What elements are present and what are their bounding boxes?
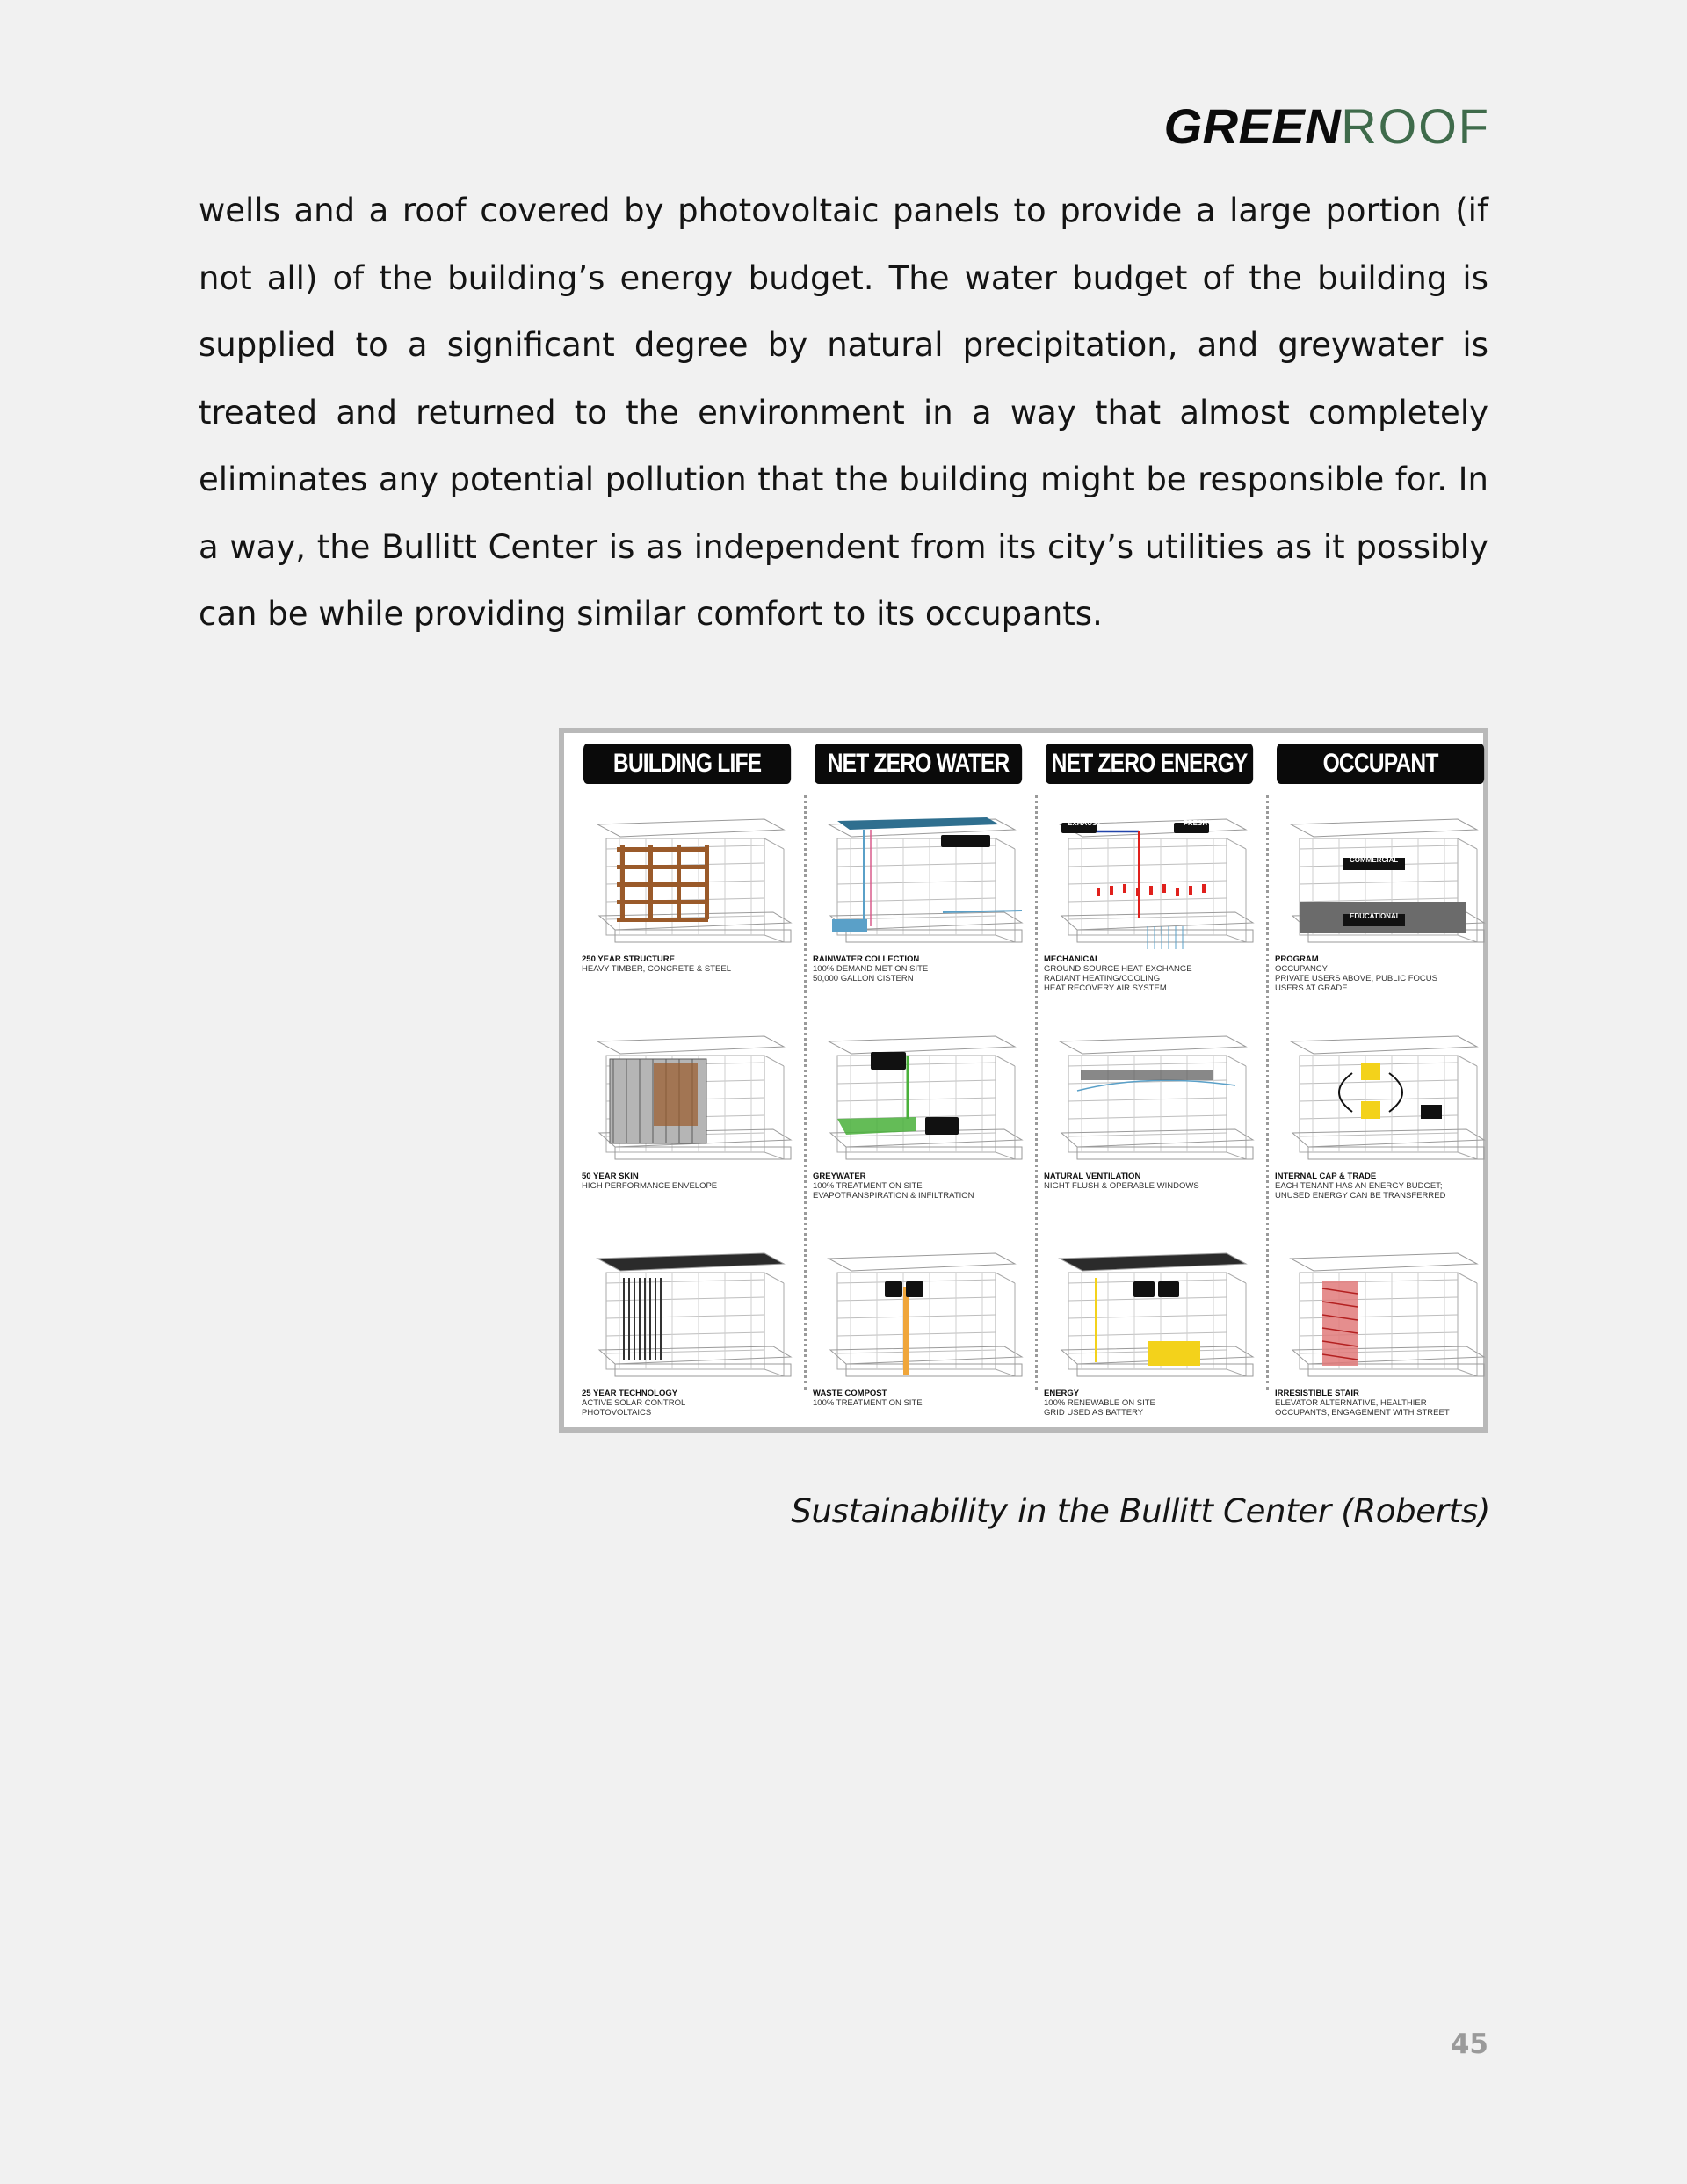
diagram-cell: [811, 1020, 1031, 1237]
column-divider: [1266, 795, 1269, 1390]
cell-detail-line: RADIANT HEATING/COOLING: [1044, 974, 1161, 983]
diagram-tag: EXHAUST: [1068, 819, 1102, 827]
cell-caption: [813, 954, 1029, 983]
cell-detail-line: EACH TENANT HAS AN ENERGY BUDGET;: [1275, 1181, 1443, 1191]
cell-heading: 25 YEAR TECHNOLOGY: [582, 1389, 678, 1398]
cell-detail-line: EVAPOTRANSPIRATION & INFILTRATION: [813, 1191, 974, 1201]
diagram-cell: [580, 1237, 800, 1454]
diagram-tag: COMMERCIAL: [1350, 856, 1399, 864]
diagram-grid: [580, 744, 1473, 1417]
cell-detail-line: PRIVATE USERS ABOVE, PUBLIC FOCUS: [1275, 974, 1437, 983]
diagram-cell: [1042, 1020, 1262, 1237]
diagram-column: [1042, 744, 1262, 1417]
diagram-cell: [811, 1237, 1031, 1454]
column-title: BUILDING LIFE CYCLE: [583, 744, 791, 784]
cell-heading: INTERNAL CAP & TRADE: [1275, 1172, 1377, 1181]
diagram-cell: [580, 803, 800, 1019]
body-paragraph: wells and a roof covered by photovoltaic panels to provide a large portion (if not all) of the building’s energy budget. The water budget of the building is supplied to a significant degree by natural precipitation, and greywater is treated and returned to the environment in a way that almost completely eliminates any potential pollution that the building might be responsible for. In a way, the Bullitt Center is as independent from its city’s utilities as it possibly can be while providing similar comfort to its occupants.: [199, 192, 1488, 633]
cell-detail-line: PHOTOVOLTAICS: [582, 1408, 652, 1418]
page-number: 45: [1450, 2028, 1488, 2060]
diagram-tag: EDUCATIONAL: [1350, 912, 1401, 920]
figure-caption: Sustainability in the Bullitt Center (Roberts): [791, 1492, 1490, 1530]
cell-heading: IRRESISTIBLE STAIR: [1275, 1389, 1359, 1398]
cell-heading: RAINWATER COLLECTION: [813, 954, 920, 964]
diagram-tag: FRESH: [1184, 819, 1208, 827]
cell-detail-line: USERS AT GRADE: [1275, 983, 1348, 993]
cell-heading: GREYWATER: [813, 1172, 866, 1181]
cell-detail-line: 100% DEMAND MET ON SITE: [813, 964, 929, 974]
cell-heading: WASTE COMPOST: [813, 1389, 887, 1398]
cell-heading: 250 YEAR STRUCTURE: [582, 954, 675, 964]
brand-logo: [1164, 98, 1490, 155]
diagram-cell: [1042, 1237, 1262, 1454]
diagram-column: [811, 744, 1031, 1417]
diagram-cell: [1273, 803, 1493, 1019]
cell-detail-line: 100% TREATMENT ON SITE: [813, 1398, 923, 1408]
diagram-cell: [1042, 803, 1262, 1019]
bullitt-center-diagram: [559, 728, 1488, 1433]
logo-green-text: GREEN: [1163, 98, 1342, 154]
column-title: NET ZERO ENERGY: [1046, 744, 1253, 784]
diagram-column: [1273, 744, 1493, 1417]
cell-caption: [1044, 1172, 1260, 1191]
cell-caption: [813, 1389, 1029, 1408]
cell-detail-line: NIGHT FLUSH & OPERABLE WINDOWS: [1044, 1181, 1199, 1191]
cell-detail-line: OCCUPANTS, ENGAGEMENT WITH STREET: [1275, 1408, 1450, 1418]
cell-caption: [582, 1389, 798, 1418]
logo-roof-text: ROOF: [1341, 98, 1490, 154]
cell-detail-line: UNUSED ENERGY CAN BE TRANSFERRED: [1275, 1191, 1446, 1201]
cell-detail-line: HEAVY TIMBER, CONCRETE & STEEL: [582, 964, 731, 974]
cell-detail-line: 100% TREATMENT ON SITE: [813, 1181, 923, 1191]
cell-caption: [582, 1172, 798, 1191]
cell-detail-line: ACTIVE SOLAR CONTROL: [582, 1398, 686, 1408]
diagram-cell: [1273, 1020, 1493, 1237]
cell-caption: [1044, 954, 1260, 993]
cell-detail-line: 50,000 GALLON CISTERN: [813, 974, 914, 983]
cell-caption: [582, 954, 798, 974]
column-divider: [1035, 795, 1038, 1390]
cell-caption: [1044, 1389, 1260, 1418]
cell-detail-line: ELEVATOR ALTERNATIVE, HEALTHIER: [1275, 1398, 1427, 1408]
cell-detail-line: HEAT RECOVERY AIR SYSTEM: [1044, 983, 1167, 993]
cell-caption: [1275, 1389, 1491, 1418]
cell-heading: ENERGY: [1044, 1389, 1080, 1398]
cell-detail-line: OCCUPANCY: [1275, 964, 1328, 974]
cell-detail-line: HIGH PERFORMANCE ENVELOPE: [582, 1181, 718, 1191]
cell-caption: [1275, 954, 1491, 993]
diagram-cell: [1273, 1237, 1493, 1454]
cell-detail-line: GROUND SOURCE HEAT EXCHANGE: [1044, 964, 1192, 974]
cell-heading: NATURAL VENTILATION: [1044, 1172, 1141, 1181]
column-title: NET ZERO WATER: [815, 744, 1022, 784]
diagram-cell: [811, 803, 1031, 1019]
cell-detail-line: 100% RENEWABLE ON SITE: [1044, 1398, 1155, 1408]
cell-heading: MECHANICAL: [1044, 954, 1100, 964]
diagram-cell: [580, 1020, 800, 1237]
column-title: OCCUPANT: [1277, 744, 1484, 784]
diagram-column: [580, 744, 800, 1417]
column-divider: [804, 795, 807, 1390]
cell-caption: [813, 1172, 1029, 1201]
cell-detail-line: GRID USED AS BATTERY: [1044, 1408, 1144, 1418]
cell-heading: 50 YEAR SKIN: [582, 1172, 639, 1181]
cell-caption: [1275, 1172, 1491, 1201]
cell-heading: PROGRAM: [1275, 954, 1319, 964]
